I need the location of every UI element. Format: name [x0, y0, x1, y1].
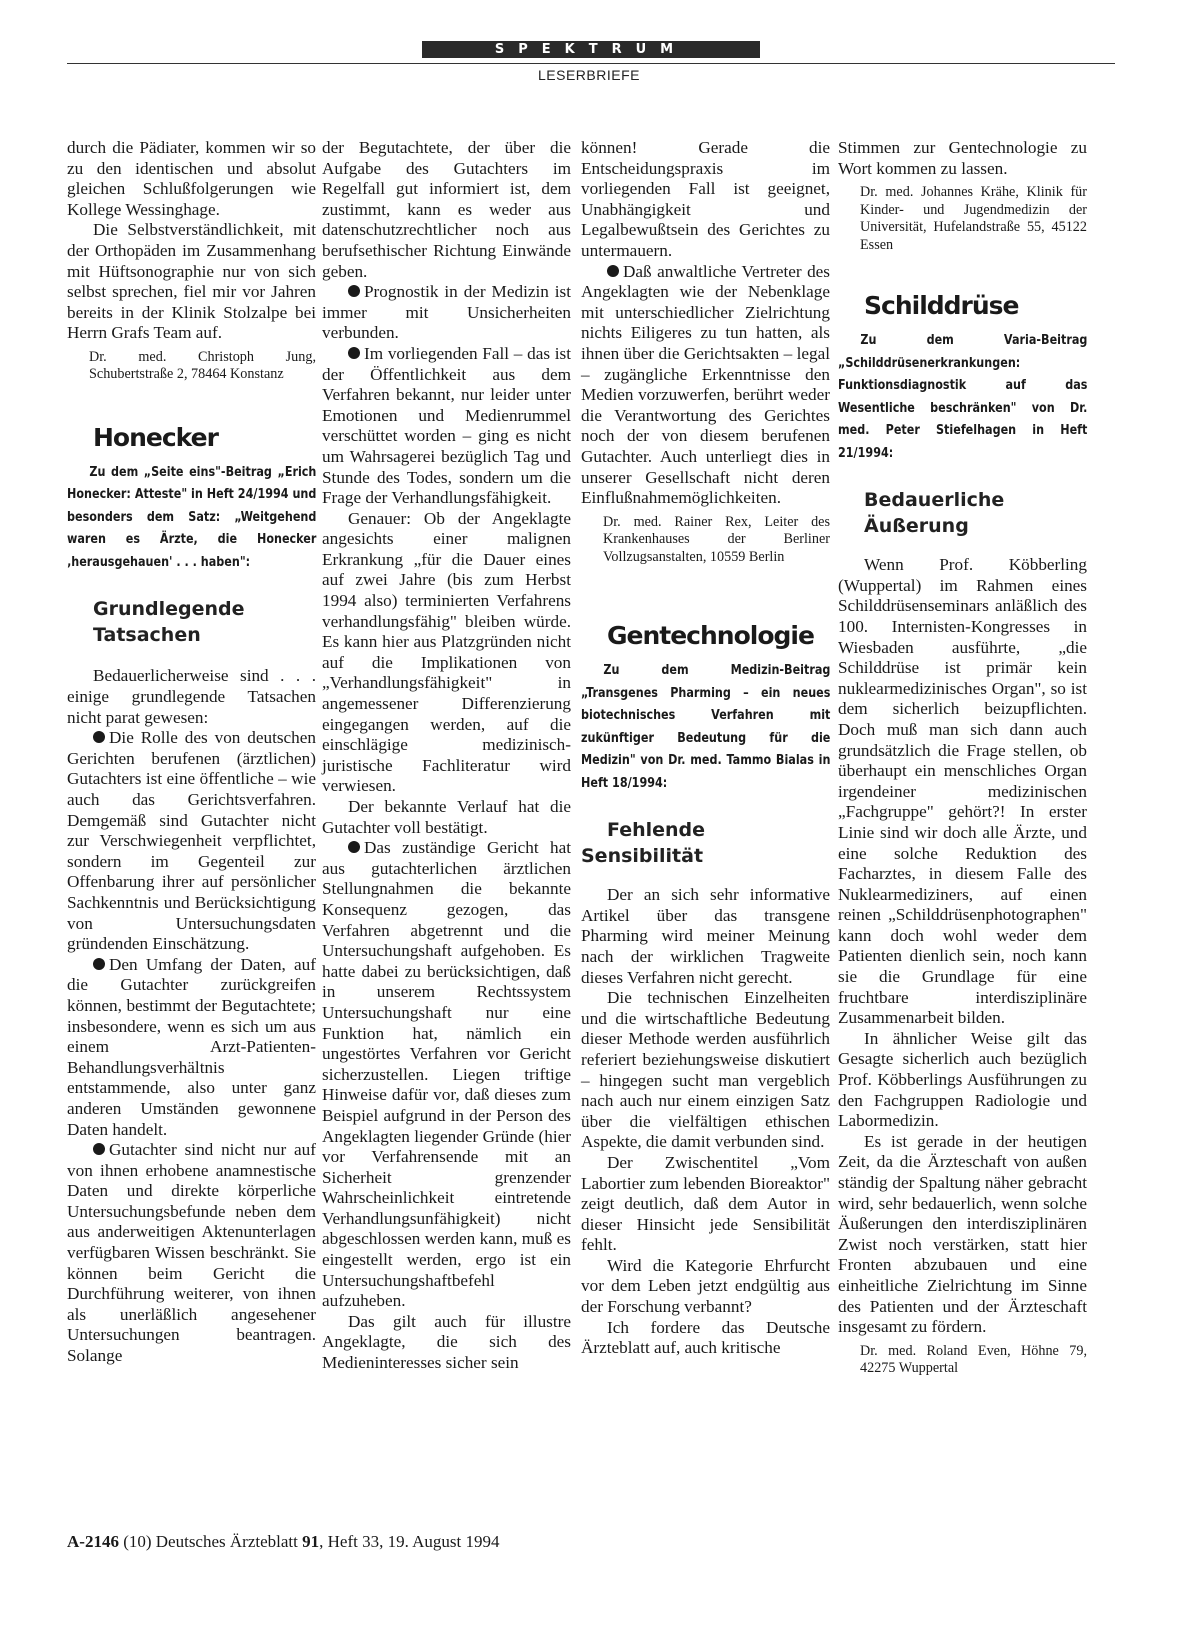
bullet-icon	[93, 731, 105, 743]
paragraph: Ich fordere das Deutsche Ärzteblatt auf, auch kritische	[581, 1317, 830, 1358]
paragraph: Die technischen Einzelheiten und die wirtschaftliche Bedeutung dieser Methode werden ausführlich referiert beziehungsweise diskutiert – hingegen sucht man vergeblich nach auch nur einem einzigen Satz über die vielfältigen ethischen Aspekte, die damit verbunden sind.	[581, 988, 830, 1152]
paragraph: Wenn Prof. Köbberling (Wuppertal) im Rahmen eines Schilddrüsenseminars anläßlich des 100. Internisten-Kongresses in Wiesbaden ausführte, „die Schilddrüse ist primär kein nuklearmedizinisches Organ", so ist dem sicherlich beizupflichten. Doch muß man sich dann auch grundsätzlich die Frage stellen, ob überhaupt ein menschliches Organ irgendeiner medizinischen „Fachgruppe" gehört?! In erster Linie sind wir doch alle Ärzte, und eine solche Reduktion des Facharztes, in diesem Falle des Nuklearmediziners, auf einen reinen „Schilddrüsenphotographen" kann doch wohl weder dem Patienten dienlich sein, noch kann sie die Grundlage für eine fruchtbare interdisziplinäre Zusammenarbeit bilden.	[838, 555, 1087, 1028]
paragraph: Daß anwaltliche Vertreter des Angeklagten wie der Nebenklage mit unterschiedlicher Zielrichtung nichts Eiligeres zu tun hatten, als ihnen über die Gerichtsakten – legal – zugängliche Erkenntnisse den Medien vorzuwerfen, berührt weder die Verantwortung des Gerichtes noch der von diesem berufenen Gutachter. Auch unterliegt dies in unserer Gesellschaft nicht deren Einflußnahmemöglichkeiten.	[581, 261, 830, 508]
section-header: SPEKTRUM	[422, 41, 760, 58]
journal-name: (10) Deutsches Ärzteblatt	[118, 1532, 303, 1551]
subheading: Bedauerliche	[864, 489, 1005, 512]
signature: Dr. med. Rainer Rex, Leiter des Krankenhauses der Berliner Vollzugsanstalten, 10559 Berlin	[603, 513, 830, 565]
paragraph: Der Zwischentitel „Vom Labortier zum lebenden Bioreaktor" zeigt deutlich, daß dem Autor in dieser Hinsicht jede Sensibilität fehlt.	[581, 1152, 830, 1255]
signature: Dr. med. Johannes Krähe, Klinik für Kinder- und Jugendmedizin der Universität, Hufelandstraße 55, 45122 Essen	[860, 184, 1087, 253]
paragraph: Gutachter sind nicht nur auf von ihnen erhobene anamnestische Daten und direkte körperliche Untersuchungsbefunde neben dem aus anderweitigen Aktenunterlagen verfügbaren Wissen beschränkt. Sie können beim Gericht die Durchführung weiterer, von ihnen als unerläßlich angesehener Untersuchungen beantragen. Solange	[67, 1140, 316, 1366]
signature: Dr. med. Roland Even, Höhne 79, 42275 Wuppertal	[860, 1342, 1087, 1377]
paragraph: Wird die Kategorie Ehrfurcht vor dem Leben jetzt endgültig aus der Forschung verbannt?	[581, 1255, 830, 1317]
column-1	[67, 138, 316, 1367]
section-title: Honecker	[93, 422, 218, 452]
section-intro: Zu dem „Seite eins"-Beitrag „Erich Honecker: Atteste" in Heft 24/1994 und besonders dem Satz: „Weitgehend waren es Ärzte, die Honecker ‚herausgehauen' . . . haben":	[67, 464, 317, 570]
section-intro: Zu dem Medizin-Beitrag „Transgenes Pharming – ein neues biotechnisches Verfahren mit zukünftiger Bedeutung für die Medizin" von Dr. med. Tammo Bialas in Heft 18/1994:	[581, 663, 831, 791]
paragraph: können! Gerade die Entscheidungspraxis im vorliegenden Fall ist geeignet, Unabhängigkeit und Legalbewußtsein des Gerichtes zu untermauern.	[581, 138, 830, 260]
column-3	[581, 138, 830, 1359]
subheading: Fehlende Sensibilität	[581, 819, 706, 868]
paragraph: Bedauerlicherweise sind . . . einige grundlegende Tatsachen nicht parat gewesen:	[67, 666, 316, 727]
section-title: Gentechnologie	[607, 621, 814, 651]
bullet-icon	[348, 285, 360, 297]
paragraph: Das zuständige Gericht hat aus gutachterlichen ärztlichen Stellungnahmen die bekannte Konsequenz gezogen, das Verfahren abgetrennt und die Untersuchungshaft aufgehoben. Es hatte dabei zu berücksichtigen, daß in unserem Rechtssystem Untersuchungshaft nur eine Funktion hat, nämlich ein ungestörtes Verfahren vor Gericht sicherzustellen. Liegen triftige Hinweise dafür vor, daß dieses zum Beispiel aufgrund in der Person des Angeklagten liegender Gründe (hier vor Verfahrensende mit an Sicherheit grenzender Wahrscheinlichkeit eintretende Verhandlungsunfähigkeit) nicht abgeschlossen werden kann, muß es eingestellt werden, ergo ist ein Untersuchungshaftbefehl aufzuheben.	[322, 838, 571, 1311]
bullet-icon	[348, 841, 360, 853]
paragraph: Stimmen zur Gentechnologie zu Wort kommen zu lassen.	[838, 138, 1087, 178]
section-intro: Zu dem Varia-Beitrag „Schilddrüsenerkrankungen: Funktionsdiagnostik auf das Wesentliche beschränken" von Dr. med. Peter Stiefelhagen in Heft 21/1994:	[838, 333, 1088, 461]
paragraph: Es ist gerade in der heutigen Zeit, da die Ärzteschaft von außen ständig der Spaltung näher gebracht wird, sehr bedauerlich, wenn solche Äußerungen den interdisziplinären Zwist noch verstärken, statt hier Fronten abzubauen und eine einheitliche Zielrichtung im Sinne des Patienten und der Ärzteschaft insgesamt zu fördern.	[838, 1131, 1087, 1337]
page-number: A-2146	[67, 1532, 119, 1551]
bullet-icon	[348, 347, 360, 359]
paragraph: Den Umfang der Daten, auf die Gutachter zurückgreifen können, bestimmt der Begutachtete; insbesondere, wenn es sich um aus einem Arzt-Patienten-Behandlungsverhältnis entstammende, also unter ganz anderen Umständen gewonnene Daten handelt.	[67, 954, 316, 1139]
paragraph: Prognostik in der Medizin ist immer mit Unsicherheiten verbunden.	[322, 282, 571, 343]
paragraph: Im vorliegenden Fall – das ist der Öffentlichkeit aus dem Verfahren bekannt, nur leider unter Emotionen und Medienrummel verschüttet worden – ging es nicht um Wahrsagerei bezüglich Tag und Stunde des Todes, sondern um die Frage der Verhandlungsfähigkeit.	[322, 343, 571, 508]
paragraph: der Begutachtete, der über die Aufgabe des Gutachters im Regelfall gut informiert ist, dem zustimmt, kann es weder aus datenschutzrechtlicher noch aus berufsethischer Richtung Einwände geben.	[322, 138, 571, 281]
paragraph: In ähnlicher Weise gilt das Gesagte sicherlich auch bezüglich Prof. Köbberlings Ausführungen zu den Fachgruppen Radiologie und Labormedizin.	[838, 1028, 1087, 1131]
bullet-icon	[93, 958, 105, 970]
column-4	[838, 138, 1087, 1378]
subsection-label: LESERBRIEFE	[538, 67, 640, 83]
paragraph: Der an sich sehr informative Artikel über das transgene Pharming wird meiner Meinung nach der wirklichen Tragweite dieses Verfahren nicht gerecht.	[581, 885, 830, 987]
signature: Dr. med. Christoph Jung, Schubertstraße 2, 78464 Konstanz	[89, 348, 316, 383]
bullet-icon	[607, 265, 619, 277]
section-title: Schilddrüse	[864, 291, 1019, 321]
paragraph: Der bekannte Verlauf hat die Gutachter voll bestätigt.	[322, 797, 571, 837]
paragraph: Genauer: Ob der Angeklagte angesichts einer malignen Erkrankung „für die Dauer eines auf zwei Jahre (bis zum Herbst 1994 also) terminierten Verfahrens verhandlungsfähig" bleiben würde. Es kann hier aus Platzgründen nicht auf die Implikationen von „Verhandlungsfähigkeit" in angemessener Differenzierung eingegangen werden, auf die einschlägige medizinisch-juristische Fachliteratur wird verwiesen.	[322, 508, 571, 796]
subheading: Tatsachen	[93, 624, 201, 647]
volume-number: 91	[302, 1532, 320, 1551]
subheading: Grundlegende	[93, 598, 245, 621]
subheading: Äußerung	[864, 515, 969, 538]
paragraph: Die Rolle des von deutschen Gerichten berufenen (ärztlichen) Gutachters ist eine öffentliche – wie auch das Gerichtsverfahren. Demgemäß sind Gutachter nicht zur Verschwiegenheit verpflichtet, sondern im Gegenteil zur Offenbarung ihrer auf persönlicher Sachkenntnis und Berücksichtigung von Untersuchungsdaten gründenden Einschätzung.	[67, 728, 316, 954]
page-footer	[67, 1532, 500, 1552]
bullet-icon	[93, 1143, 105, 1155]
paragraph: Die Selbstverständlichkeit, mit der Orthopäden im Zusammenhang mit Hüftsonographie nur von sich selbst sprechen, fiel mir vor Jahren bereits in der Klinik Stolzalpe bei Herrn Grafs Team auf.	[67, 220, 316, 343]
paragraph: Das gilt auch für illustre Angeklagte, die sich des Medieninteresses sicher sein	[322, 1311, 571, 1373]
column-2	[322, 138, 571, 1374]
paragraph: durch die Pädiater, kommen wir so zu den identischen und absolut gleichen Schlußfolgerungen wie Kollege Wessinghage.	[67, 138, 316, 219]
issue-date: , Heft 33, 19. August 1994	[319, 1532, 500, 1551]
header-rule	[67, 63, 1115, 64]
